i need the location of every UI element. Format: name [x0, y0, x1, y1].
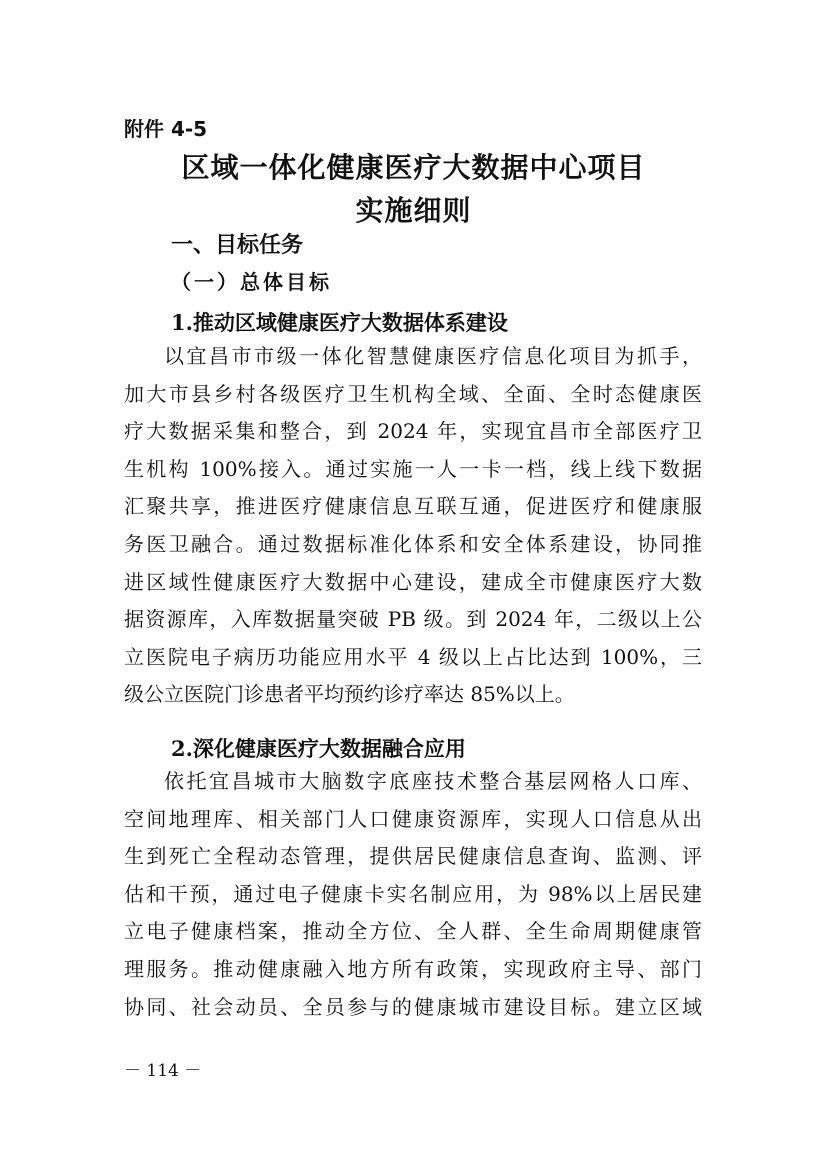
- document-title-line-2: 实施细则: [355, 194, 472, 227]
- paragraph-line: 生机构 100%接入。通过实施一人一卡一档，线上线下数据: [124, 456, 702, 481]
- paragraph-line: 疗大数据采集和整合，到 2024 年，实现宜昌市全部医疗卫: [124, 419, 702, 444]
- page-number: － 114 －: [124, 1061, 202, 1081]
- document-title-line-1: 区域一体化健康医疗大数据中心项目: [181, 151, 646, 184]
- paragraph-line: 生到死亡全程动态管理，提供居民健康信息查询、监测、评: [124, 844, 702, 869]
- item-1-paragraph: [124, 338, 702, 714]
- paragraph-line: 以宜昌市市级一体化智慧健康医疗信息化项目为抓手，: [164, 344, 702, 368]
- paragraph-line: 据资源库，入库数据量突破 PB 级。到 2024 年，二级以上公: [124, 607, 702, 632]
- paragraph-line: 进区域性健康医疗大数据中心建设，建成全市健康医疗大数: [124, 569, 702, 594]
- item-1-heading: 1.推动区域健康医疗大数据体系建设: [171, 310, 508, 335]
- paragraph-line: 立医院电子病历功能应用水平 4 级以上占比达到 100%，三: [124, 644, 702, 669]
- paragraph-line: 立电子健康档案，推动全方位、全人群、全生命周期健康管: [124, 919, 702, 944]
- paragraph-line: 加大市县乡村各级医疗卫生机构全域、全面、全时态健康医: [124, 381, 702, 406]
- paragraph-line: 空间地理库、相关部门人口健康资源库，实现人口信息从出: [124, 806, 702, 831]
- paragraph-line: 依托宜昌城市大脑数字底座技术整合基层网格人口库、: [164, 769, 702, 793]
- item-2-paragraph: [124, 763, 702, 1026]
- paragraph-line: 协同、社会动员、全员参与的健康城市建设目标。建立区域: [124, 994, 702, 1019]
- paragraph-line: 务医卫融合。通过数据标准化体系和安全体系建设，协同推: [124, 531, 702, 556]
- section-heading: 一、目标任务: [171, 233, 304, 258]
- paragraph-line: 估和干预，通过电子健康卡实名制应用，为 98%以上居民建: [124, 881, 702, 906]
- item-2-heading: 2.深化健康医疗大数据融合应用: [171, 736, 466, 761]
- attachment-label: 附件 4-5: [124, 117, 208, 141]
- subsection-heading: （一）总体目标: [171, 270, 332, 294]
- paragraph-line: 理服务。推动健康融入地方所有政策，实现政府主导、部门: [124, 956, 702, 981]
- paragraph-line: 汇聚共享，推进医疗健康信息互联互通，促进医疗和健康服: [124, 494, 702, 519]
- paragraph-line: 级公立医院门诊患者平均预约诊疗率达 85%以上。: [124, 682, 575, 707]
